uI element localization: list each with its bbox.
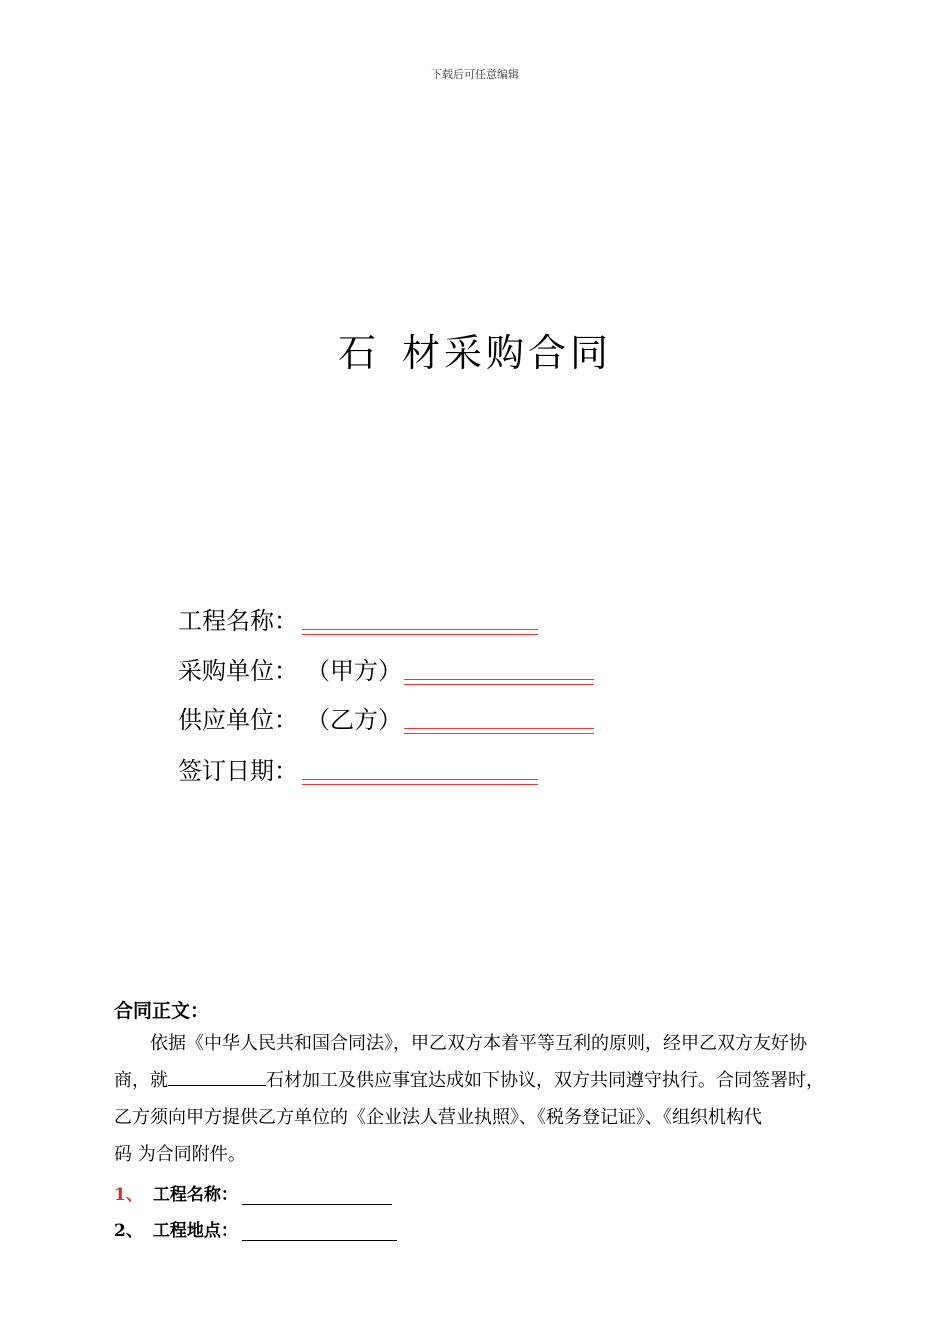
list-item — [114, 1180, 392, 1205]
body-paragraph-line — [114, 1137, 858, 1173]
section-heading: 合同正文： — [114, 1000, 210, 1022]
fill-blank[interactable] — [168, 1067, 266, 1086]
item-label: 工程名称： — [152, 1185, 238, 1205]
cover-field-blank[interactable] — [404, 728, 594, 734]
item-blank[interactable] — [242, 1224, 397, 1241]
item-label: 工程地点： — [152, 1221, 238, 1241]
cover-field-sign-date — [178, 756, 538, 786]
paragraph-text: 码 为合同附件。 — [114, 1144, 246, 1165]
cover-field-label: 签订日期： — [178, 757, 298, 785]
document-title: 石 材采购合同 — [337, 331, 613, 375]
paragraph-text: 石材加工及供应事宜达成如下协议，双方共同遵守执行。合同签署时， — [266, 1070, 824, 1091]
item-number: 2、 — [114, 1221, 143, 1241]
cover-field-supplier — [178, 705, 594, 735]
cover-field-blank[interactable] — [302, 629, 538, 635]
cover-field-label: 供应单位： — [178, 706, 298, 734]
cover-field-purchaser — [178, 656, 594, 686]
cover-field-blank[interactable] — [302, 779, 538, 785]
cover-field-blank[interactable] — [404, 679, 594, 685]
cover-field-project-name — [178, 606, 538, 636]
list-item — [114, 1216, 397, 1241]
paragraph-text: 依据《中华人民共和国合同法》，甲乙双方本着平等互利的原则，经甲乙双方友好协 — [150, 1033, 807, 1054]
item-number: 1、 — [114, 1185, 143, 1205]
cover-field-label: 工程名称： — [178, 607, 298, 635]
paragraph-text: 商，就 — [114, 1070, 168, 1091]
body-paragraph-line — [114, 1063, 858, 1099]
body-paragraph-line — [114, 1100, 858, 1136]
body-paragraph-line — [114, 1026, 858, 1062]
paragraph-text: 乙方须向甲方提供乙方单位的《企业法人营业执照》、《税务登记证》、《组织机构代 — [114, 1107, 762, 1128]
header-note: 下载后可任意编辑 — [431, 68, 519, 81]
item-blank[interactable] — [242, 1188, 392, 1205]
cover-field-party: （甲方） — [306, 657, 402, 685]
cover-field-label: 采购单位： — [178, 657, 298, 685]
cover-field-party: （乙方） — [306, 706, 402, 734]
